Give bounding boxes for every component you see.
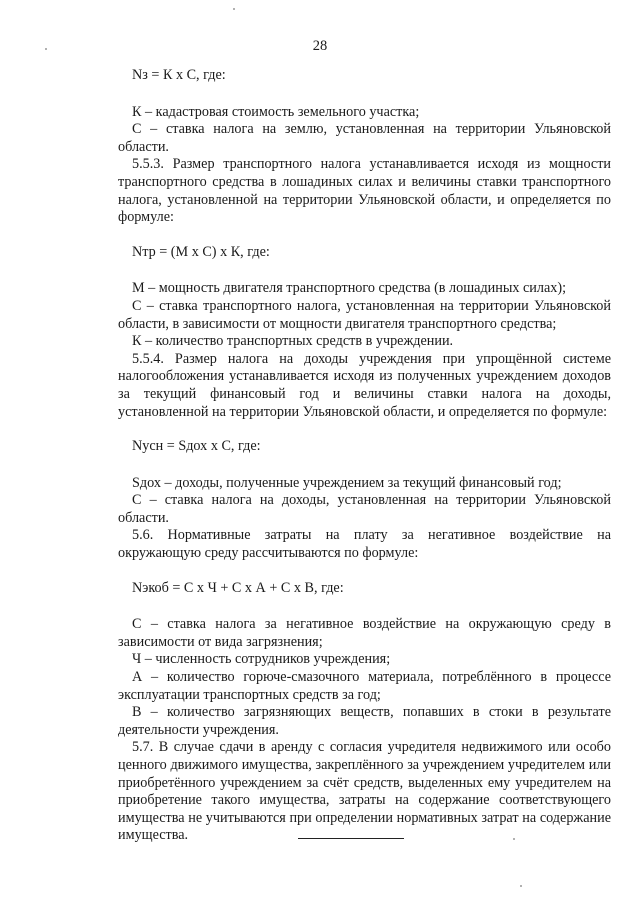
- end-rule: [298, 838, 404, 839]
- definition-transport-c: С – ставка транспортного налога, установленная на территории Ульяновской области, в зависимости от мощности двигателя транспортного средства;: [118, 297, 611, 332]
- definition-eco-a: А – количество горюче-смазочного материала, потреблённого в процессе эксплуатации транспортных средств за год;: [118, 669, 611, 703]
- definition-eco-ch: Ч – численность сотрудников учреждения;: [132, 651, 391, 668]
- paragraph-5-5-4: 5.5.4. Размер налога на доходы учреждения при упрощённой системе налогообложения устанавливается исходя из полученных учреждением доходов за текущий финансовый год и величины ставки налога на доходы, установленной на территории Ульяновской области, и определяется по формуле:: [118, 350, 611, 420]
- definition-usn-c: С – ставка налога на доходы, установленная на территории Ульяновской области.: [118, 492, 611, 526]
- paragraph-5-6: 5.6. Нормативные затраты на плату за негативное воздействие на окружающую среду рассчитываются по формуле:: [118, 527, 611, 562]
- formula-transport-tax: Nтр = (М х С) х К, где:: [132, 243, 270, 260]
- definition-transport-k: К – количество транспортных средств в учреждении.: [132, 333, 454, 350]
- scan-speck: [520, 885, 522, 887]
- paragraph-5-7: 5.7. В случае сдачи в аренду с согласия учредителя недвижимого или особо ценного движимого имущества, закреплённого за учреждением учредителем или приобретённого учреждением за счёт средств, выделенных ему учредителем на приобретение такого имущества, затраты на содержание соответствующего имущества не учитываются при определении нормативных затрат на содержание имущества.: [118, 739, 611, 844]
- formula-land-tax: Nз = К х С, где:: [132, 67, 226, 83]
- formula-eco-payment: Nэкоб = С х Ч + С х А + С х В, где:: [132, 579, 344, 596]
- definition-land-c: С – ставка налога на землю, установленная на территории Ульяновской области.: [118, 121, 611, 155]
- paragraph-5-5-3: 5.5.3. Размер транспортного налога устанавливается исходя из мощности транспортного средства в лошадиных силах и величины ставки транспортного налога, установленной на территории Ульяновской области, и определяется по формуле:: [118, 156, 611, 226]
- page-number: 28: [312, 38, 328, 54]
- definition-eco-v: В – количество загрязняющих веществ, попавших в стоки в результате деятельности учреждения.: [118, 704, 611, 738]
- scan-speck: [513, 838, 515, 840]
- document-body: [118, 58, 611, 845]
- scan-speck: [45, 48, 47, 50]
- definition-transport-m: М – мощность двигателя транспортного средства (в лошадиных силах);: [132, 280, 567, 297]
- definition-land-k: К – кадастровая стоимость земельного участка;: [132, 103, 420, 120]
- scan-speck: [233, 8, 235, 10]
- definition-usn-s: Sдох – доходы, полученные учреждением за текущий финансовый год;: [132, 474, 562, 491]
- definition-eco-c: С – ставка налога за негативное воздействие на окружающую среду в зависимости от вида загрязнения;: [118, 616, 611, 650]
- formula-usn-tax: Nусн = Sдох х С, где:: [132, 438, 261, 455]
